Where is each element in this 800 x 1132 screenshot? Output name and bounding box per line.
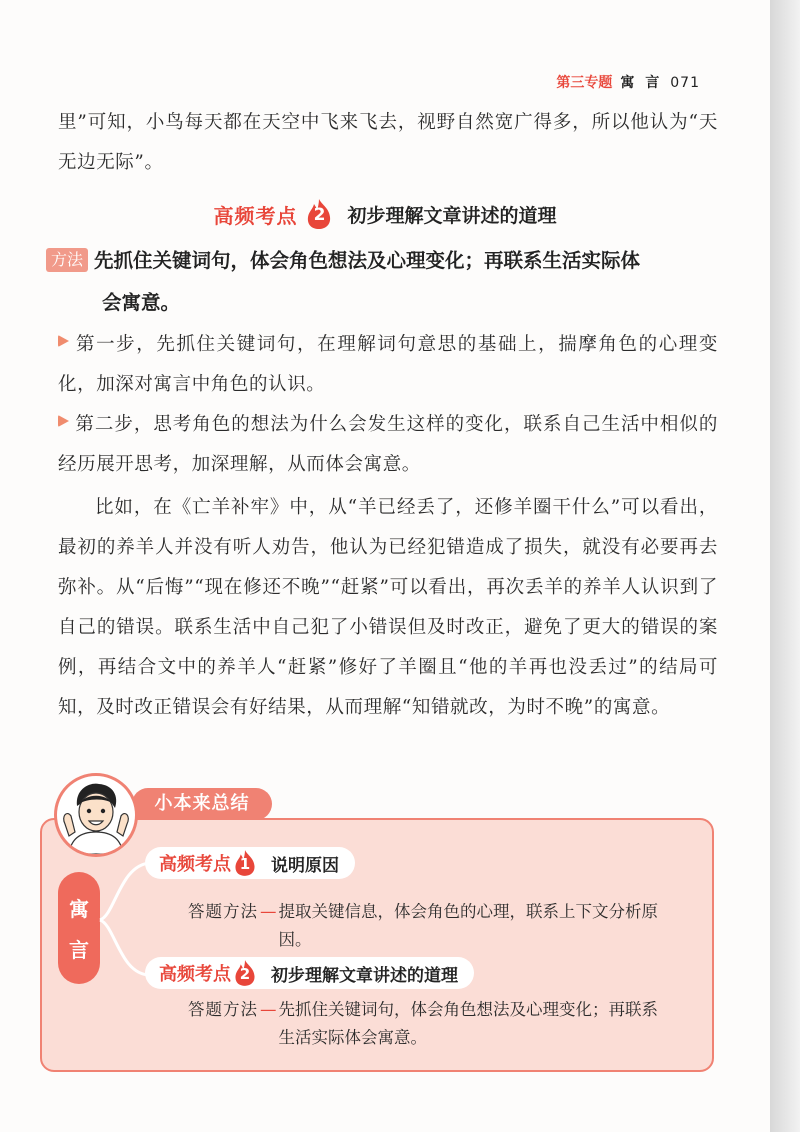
bullet-icon (58, 335, 69, 347)
step-1 (58, 325, 718, 405)
point-2-answer (188, 996, 688, 1052)
header-title: 寓 言 (620, 75, 663, 91)
flame-icon (233, 848, 257, 878)
method-tag: 方法 (46, 248, 88, 272)
step-2-text: 第二步，思考角色的想法为什么会发生这样的变化，联系自己生活中相似的经历展开思考，加深理解，从而体会寓意。 (58, 414, 718, 475)
flame-icon (233, 958, 257, 988)
point-2-hot-label: 高频考点 (159, 964, 231, 985)
answer-text: 先抓住关键词句，体会角色想法及心理变化；再联系生活实际体会寓意。 (278, 1000, 658, 1047)
page-number: 071 (670, 75, 700, 91)
flame-icon (305, 198, 333, 230)
summary-tab-title: 小本来总结 (132, 788, 272, 820)
intro-paragraph: 里”可知，小鸟每天都在天空中飞来飞去，视野自然宽广得多，所以他认为“天无边无际”。 (58, 112, 718, 173)
page-edge (770, 0, 800, 1132)
step-2 (58, 405, 718, 485)
side-label-char-1: 寓 (69, 897, 89, 921)
answer-dash: — (260, 902, 277, 921)
point-1-title: 说明原因 (271, 855, 339, 876)
method-line-2: 会寓意。 (102, 291, 181, 314)
hot-point-label: 高频考点 (213, 203, 298, 228)
summary-point-2 (145, 957, 474, 989)
side-label-char-2: 言 (69, 938, 89, 962)
answer-text: 提取关键信息，体会角色的心理，联系上下文分析原因。 (278, 902, 658, 949)
running-header (556, 72, 700, 92)
method-block (46, 240, 726, 324)
header-topic: 第三专题 (556, 75, 613, 91)
method-line-1: 先抓住关键词句，体会角色想法及心理变化；再联系生活实际体 (94, 249, 641, 272)
bullet-icon (58, 415, 69, 427)
section-heading (0, 198, 770, 230)
section-number: 2 (313, 205, 326, 225)
section-title: 初步理解文章讲述的道理 (347, 204, 557, 227)
boy-avatar-icon (57, 776, 135, 854)
point-1-hot-label: 高频考点 (159, 854, 231, 875)
topic-side-label (58, 872, 100, 984)
answer-dash: — (260, 1000, 277, 1019)
step-1-text: 第一步，先抓住关键词句，在理解词句意思的基础上，揣摩角色的心理变化，加深对寓言中角色的认识。 (58, 334, 718, 395)
answer-key-label: 答题方法 (188, 902, 258, 921)
summary-point-1 (145, 847, 355, 879)
example-paragraph: 比如，在《亡羊补牢》中，从“羊已经丢了，还修羊圈干什么”可以看出，最初的养羊人并没有听人劝告，他认为已经犯错造成了损失，就没有必要再去弥补。从“后悔”“现在修还不晚”“赶紧”可以看出，再次丢羊的养羊人认识到了自己的错误。联系生活中自己犯了小错误但及时改正，避免了更大的错误的案例，再结合文中的养羊人“赶紧”修好了羊圈且“他的羊再也没丢过”的结局可知，及时改正错误会有好结果，从而理解“知错就改，为时不晚”的寓意。 (58, 497, 718, 718)
point-1-number: 1 (239, 855, 251, 873)
point-1-answer (188, 898, 688, 954)
point-2-number: 2 (239, 965, 251, 983)
answer-key-label: 答题方法 (188, 1000, 258, 1019)
point-2-title: 初步理解文章讲述的道理 (271, 965, 458, 986)
avatar (54, 773, 138, 857)
